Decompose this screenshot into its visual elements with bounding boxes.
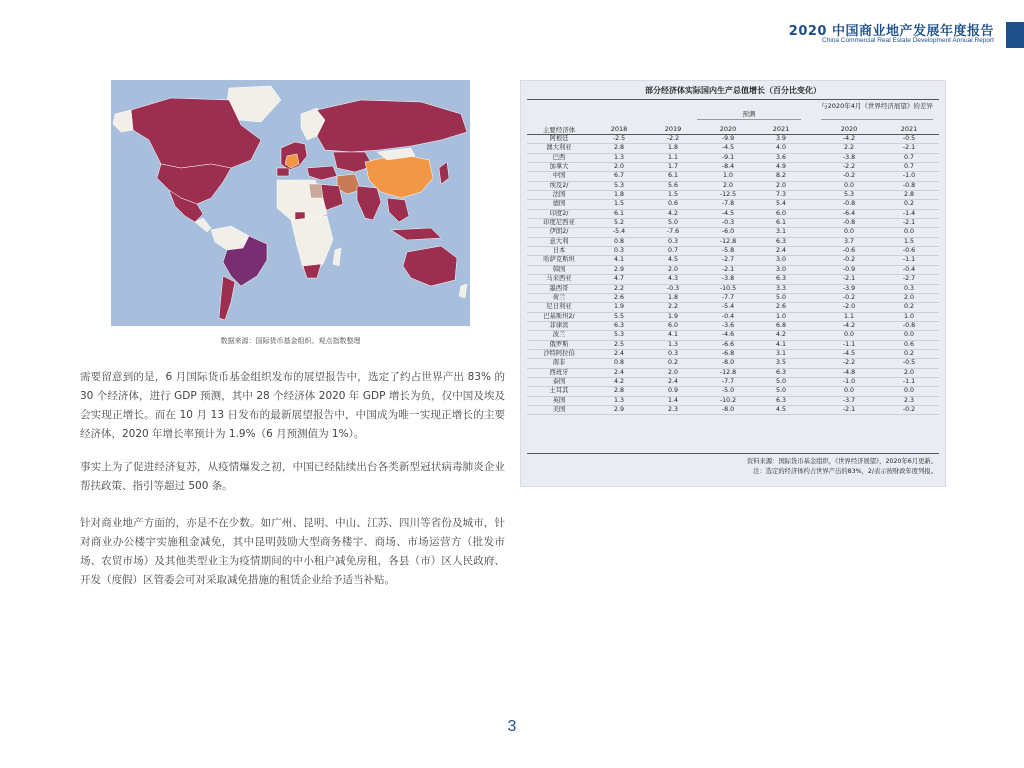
economy-name-cell: 哈萨克斯坦	[543, 256, 575, 264]
growth-value-cell: -12.8	[719, 237, 737, 245]
growth-value-cell: -2.1	[902, 219, 916, 227]
growth-value-cell: 3.0	[775, 265, 786, 273]
growth-value-cell: 5.0	[775, 377, 786, 385]
growth-value-cell: 1.3	[613, 396, 624, 404]
economy-name-cell: 印度2/	[549, 209, 569, 217]
growth-value-cell: 4.1	[775, 340, 786, 348]
growth-value-cell: 4.2	[775, 331, 786, 339]
growth-value-cell: -3.9	[842, 284, 856, 292]
economy-name-cell: 尼日利亚	[546, 303, 572, 311]
growth-value-cell: 1.9	[667, 312, 678, 320]
growth-value-cell: -6.6	[721, 340, 735, 348]
growth-value-cell: 4.0	[775, 144, 786, 152]
growth-value-cell: -0.9	[842, 265, 856, 273]
growth-value-cell: 2.3	[903, 396, 914, 404]
table-diff-rule	[821, 119, 933, 120]
growth-value-cell: -6.8	[721, 349, 735, 357]
growth-value-cell: 2.4	[775, 247, 786, 255]
growth-value-cell: -0.2	[842, 172, 856, 180]
growth-value-cell: 1.0	[903, 312, 914, 320]
table-header-year: 2020	[719, 125, 737, 133]
economy-name-cell: 英国	[552, 396, 566, 404]
growth-value-cell: -1.1	[902, 377, 916, 385]
growth-value-cell: 2.0	[903, 368, 914, 376]
growth-value-cell: -1.0	[842, 377, 856, 385]
growth-value-cell: -5.4	[612, 228, 626, 236]
growth-value-cell: 2.6	[775, 303, 786, 311]
economy-name-cell: 泰国	[552, 377, 566, 385]
growth-value-cell: 0.0	[903, 387, 914, 395]
growth-value-cell: -3.7	[842, 396, 856, 404]
table-row	[527, 341, 939, 350]
growth-value-cell: 0.0	[843, 228, 854, 236]
growth-value-cell: -8.0	[721, 359, 735, 367]
growth-value-cell: -0.8	[902, 181, 916, 189]
growth-value-cell: 6.3	[775, 275, 786, 283]
growth-value-cell: -2.2	[842, 359, 856, 367]
growth-value-cell: -2.2	[666, 135, 680, 142]
growth-value-cell: -3.8	[842, 153, 856, 161]
growth-value-cell: 6.0	[667, 321, 678, 329]
table-row	[527, 406, 939, 415]
growth-value-cell: 7.3	[775, 191, 786, 199]
table-header-diff: 与2020年4月《世界经济展望》的差异	[821, 102, 933, 110]
growth-value-cell: 5.4	[775, 200, 786, 208]
growth-value-cell: -0.3	[721, 219, 735, 227]
table-title: 部分经济体实际国内生产总值增长（百分比变化）	[645, 86, 821, 95]
growth-value-cell: 5.3	[843, 191, 854, 199]
table-row	[527, 247, 939, 256]
economy-name-cell: 法国	[552, 191, 566, 199]
growth-value-cell: 4.2	[613, 377, 624, 385]
growth-value-cell: -1.1	[902, 256, 916, 264]
growth-value-cell: 1.8	[667, 293, 678, 301]
growth-value-cell: -1.1	[842, 340, 856, 348]
table-header-year: 2021	[900, 125, 918, 133]
table-row	[527, 350, 939, 359]
growth-value-cell: -2.1	[842, 275, 856, 283]
growth-value-cell: 4.7	[613, 275, 624, 283]
growth-value-cell: -0.5	[902, 135, 916, 142]
growth-value-cell: -0.2	[902, 405, 916, 413]
growth-value-cell: 6.3	[775, 396, 786, 404]
growth-value-cell: -8.0	[721, 405, 735, 413]
growth-value-cell: 1.8	[613, 191, 624, 199]
growth-value-cell: -9.1	[721, 153, 735, 161]
table-header-forecast: 预测	[742, 110, 756, 118]
growth-value-cell: -2.0	[842, 303, 856, 311]
growth-value-cell: 4.1	[667, 331, 678, 339]
growth-value-cell: 5.0	[667, 219, 678, 227]
world-map-graphic	[111, 80, 470, 326]
growth-value-cell: 2.6	[613, 293, 624, 301]
growth-value-cell: 0.7	[667, 247, 678, 255]
growth-value-cell: 0.2	[667, 359, 678, 367]
growth-value-cell: 2.0	[667, 265, 678, 273]
growth-value-cell: -12.5	[719, 191, 737, 199]
table-row	[527, 172, 939, 181]
growth-value-cell: 1.3	[667, 340, 678, 348]
table-source-note: 资料来源：国际货币基金组织，《世界经济展望》，2020年6月更新。	[746, 458, 937, 465]
growth-value-cell: 2.8	[613, 144, 624, 152]
growth-value-cell: 6.1	[775, 219, 786, 227]
growth-value-cell: 0.2	[903, 349, 914, 357]
table-row	[527, 378, 939, 387]
growth-value-cell: -4.5	[721, 209, 735, 217]
economy-name-cell: 土耳其	[549, 387, 569, 395]
growth-value-cell: 2.4	[667, 377, 678, 385]
growth-value-cell: -3.8	[721, 275, 735, 283]
growth-value-cell: 8.2	[775, 172, 786, 180]
report-subtitle: China Commercial Real Estate Development Annual Report	[822, 37, 994, 44]
growth-value-cell: 2.2	[613, 284, 624, 292]
growth-value-cell: -2.1	[721, 265, 735, 273]
table-row	[527, 144, 939, 153]
growth-value-cell: 0.2	[903, 303, 914, 311]
table-row	[527, 322, 939, 331]
body-paragraph-3: 针对商业地产方面的，亦是不在少数。如广州、昆明、中山、江苏、四川等省份及城市，针对商业办公楼宇实施租金减免，其中昆明鼓励大型商务楼宇、商场、市场运营方（批发市场、农贸市场）及其他类型业主为疫情期间的中小租户减免房租，各县（市）区人民政府、开发（度假）区管委会可对采取减免措施的租赁企业给予适当补贴。	[80, 517, 505, 586]
economy-name-cell: 巴西	[552, 153, 566, 161]
economy-name-cell: 俄罗斯	[549, 340, 569, 348]
growth-value-cell: 6.3	[613, 321, 624, 329]
table-row	[527, 210, 939, 219]
header-accent-block	[1006, 22, 1024, 48]
growth-value-cell: 0.0	[843, 181, 854, 189]
table-row	[527, 294, 939, 303]
growth-value-cell: 0.6	[667, 200, 678, 208]
economy-name-cell: 德国	[552, 200, 566, 208]
growth-value-cell: 1.1	[667, 153, 678, 161]
table-row	[527, 219, 939, 228]
growth-value-cell: -5.0	[721, 387, 735, 395]
gdp-growth-table	[520, 80, 946, 487]
growth-value-cell: 4.9	[775, 163, 786, 171]
growth-value-cell: -5.8	[721, 247, 735, 255]
table-row	[527, 228, 939, 237]
growth-value-cell: 4.5	[775, 405, 786, 413]
table-row	[527, 200, 939, 209]
economy-name-cell: 澳大利亚	[546, 144, 572, 152]
growth-value-cell: -3.6	[721, 321, 735, 329]
growth-value-cell: 5.0	[775, 387, 786, 395]
growth-value-cell: -0.8	[842, 200, 856, 208]
table-row	[527, 182, 939, 191]
economy-name-cell: 菲律宾	[549, 321, 569, 329]
table-row	[527, 303, 939, 312]
table-row	[527, 135, 939, 144]
growth-value-cell: 2.2	[667, 303, 678, 311]
economy-name-cell: 伊朗2/	[549, 228, 569, 236]
growth-value-cell: 1.5	[667, 191, 678, 199]
growth-value-cell: -0.5	[902, 359, 916, 367]
economy-name-cell: 意大利	[549, 237, 569, 245]
table-header-year: 2019	[664, 125, 682, 133]
growth-value-cell: 1.8	[667, 144, 678, 152]
table-row	[527, 275, 939, 284]
body-paragraph-1: 需要留意到的是，6 月国际货币基金组织发布的展望报告中，选定了约占世界产出 83% 的 30 个经济体，进行 GDP 预测，其中 28 个经济体 2020 年 GDP 增长为负，仅中国及埃及会实现正增长。而在 10 月 13 日发布的最新展望报告中，中国成为唯一实现正增长的主要经济体，2020 年增长率预计为 1.9%（6 月预测值为 1%）。	[80, 371, 505, 440]
growth-value-cell: 5.2	[613, 219, 624, 227]
growth-value-cell: -0.3	[666, 284, 680, 292]
growth-value-cell: 6.7	[613, 172, 624, 180]
growth-value-cell: 2.0	[775, 181, 786, 189]
growth-value-cell: -2.1	[902, 144, 916, 152]
growth-value-cell: 1.5	[613, 200, 624, 208]
table-bottom-rule	[527, 453, 939, 454]
table-row	[527, 285, 939, 294]
growth-value-cell: -4.2	[842, 135, 856, 142]
economy-name-cell: 中国	[552, 172, 566, 180]
economy-name-cell: 韩国	[552, 265, 566, 273]
growth-value-cell: -1.0	[902, 172, 916, 180]
growth-value-cell: -7.7	[721, 293, 735, 301]
growth-value-cell: 2.3	[667, 405, 678, 413]
table-header-year: 2021	[772, 125, 790, 133]
table-row	[527, 266, 939, 275]
growth-value-cell: 5.5	[613, 312, 624, 320]
economy-name-cell: 荷兰	[552, 293, 566, 301]
table-header-year: 2020	[840, 125, 858, 133]
economy-name-cell: 埃及2/	[549, 181, 569, 189]
growth-value-cell: -0.2	[842, 256, 856, 264]
growth-value-cell: -6.0	[721, 228, 735, 236]
table-footnote: 注：选定的经济体约占世界产出的83%，2/表示按财政年度列报。	[753, 468, 937, 475]
growth-value-cell: -10.5	[719, 284, 737, 292]
table-row	[527, 331, 939, 340]
economy-name-cell: 墨西哥	[549, 284, 569, 292]
growth-value-cell: 0.3	[903, 284, 914, 292]
growth-value-cell: -4.5	[842, 349, 856, 357]
growth-value-cell: 5.0	[775, 293, 786, 301]
growth-value-cell: -4.2	[842, 321, 856, 329]
growth-value-cell: 4.5	[667, 256, 678, 264]
growth-value-cell: -0.4	[721, 312, 735, 320]
growth-value-cell: 0.6	[903, 340, 914, 348]
table-row	[527, 154, 939, 163]
growth-value-cell: 5.6	[667, 181, 678, 189]
growth-value-cell: 0.0	[843, 331, 854, 339]
growth-value-cell: 1.5	[903, 237, 914, 245]
growth-value-cell: 1.4	[667, 396, 678, 404]
economy-name-cell: 美国	[552, 405, 566, 413]
economy-name-cell: 沙特阿拉伯	[543, 349, 575, 357]
growth-value-cell: 2.0	[667, 368, 678, 376]
body-paragraph-2: 事实上为了促进经济复苏，从疫情爆发之初，中国已经陆续出台各类新型冠状病毒肺炎企业帮扶政策、指引等超过 500 条。	[80, 461, 505, 492]
growth-value-cell: 2.8	[613, 387, 624, 395]
growth-value-cell: 0.3	[613, 247, 624, 255]
table-row	[527, 238, 939, 247]
growth-value-cell: -7.7	[721, 377, 735, 385]
growth-value-cell: -4.8	[842, 368, 856, 376]
economy-name-cell: 阿根廷	[549, 135, 569, 142]
growth-value-cell: 5.3	[613, 331, 624, 339]
growth-value-cell: 0.9	[667, 387, 678, 395]
economy-name-cell: 波兰	[552, 331, 566, 339]
growth-value-cell: -0.8	[842, 219, 856, 227]
growth-value-cell: 1.7	[667, 163, 678, 171]
growth-value-cell: 1.9	[613, 303, 624, 311]
growth-value-cell: 0.7	[903, 153, 914, 161]
table-row	[527, 359, 939, 368]
growth-value-cell: 3.6	[775, 153, 786, 161]
economy-name-cell: 日本	[552, 247, 566, 255]
growth-value-cell: 3.3	[775, 284, 786, 292]
growth-value-cell: -2.1	[842, 405, 856, 413]
table-header-economy: 主要经济体	[542, 126, 576, 134]
growth-value-cell: 2.5	[613, 340, 624, 348]
growth-value-cell: 0.2	[903, 200, 914, 208]
growth-value-cell: -0.6	[902, 247, 916, 255]
growth-value-cell: -4.5	[721, 144, 735, 152]
map-source-caption: 数据来源：国际货币基金组织、观点指数整理	[220, 337, 361, 345]
growth-value-cell: 3.9	[775, 135, 786, 142]
growth-value-cell: 3.0	[775, 256, 786, 264]
economy-name-cell: 西班牙	[549, 368, 569, 376]
growth-value-cell: 2.2	[843, 144, 854, 152]
economy-name-cell: 巴基斯坦2/	[543, 312, 575, 320]
growth-value-cell: 3.7	[843, 237, 854, 245]
report-title: 2020 中国商业地产发展年度报告	[788, 24, 994, 39]
growth-value-cell: 0.0	[843, 387, 854, 395]
growth-value-cell: 6.0	[775, 209, 786, 217]
growth-value-cell: 6.8	[775, 321, 786, 329]
growth-value-cell: 6.3	[775, 368, 786, 376]
table-row	[527, 313, 939, 322]
growth-value-cell: 4.1	[613, 256, 624, 264]
growth-value-cell: -5.4	[721, 303, 735, 311]
growth-value-cell: -0.2	[842, 293, 856, 301]
growth-value-cell: -10.2	[719, 396, 737, 404]
economy-name-cell: 加拿大	[549, 163, 569, 171]
growth-value-cell: 6.1	[613, 209, 624, 217]
table-row	[527, 191, 939, 200]
growth-value-cell: 2.8	[903, 191, 914, 199]
growth-value-cell: 3.5	[775, 359, 786, 367]
table-forecast-rule	[697, 119, 801, 120]
growth-value-cell: -0.6	[842, 247, 856, 255]
growth-value-cell: 2.0	[903, 293, 914, 301]
growth-value-cell: 1.0	[722, 172, 733, 180]
growth-value-cell: 0.8	[613, 237, 624, 245]
growth-value-cell: -12.8	[719, 368, 737, 376]
growth-value-cell: -0.8	[902, 321, 916, 329]
growth-value-cell: -2.2	[842, 163, 856, 171]
growth-value-cell: 4.2	[667, 209, 678, 217]
table-row	[527, 256, 939, 265]
growth-value-cell: 3.1	[775, 349, 786, 357]
growth-value-cell: 0.8	[613, 359, 624, 367]
growth-value-cell: -7.8	[721, 200, 735, 208]
growth-value-cell: 6.3	[775, 237, 786, 245]
page-number: 3	[507, 718, 517, 735]
growth-value-cell: -8.4	[721, 163, 735, 171]
growth-value-cell: -9.9	[721, 135, 735, 142]
growth-value-cell: -0.4	[902, 265, 916, 273]
growth-value-cell: -7.6	[666, 228, 680, 236]
growth-value-cell: 1.1	[843, 312, 854, 320]
table-row	[527, 387, 939, 396]
growth-value-cell: 2.4	[613, 349, 624, 357]
growth-value-cell: -4.6	[721, 331, 735, 339]
growth-value-cell: 6.1	[667, 172, 678, 180]
growth-value-cell: 0.7	[903, 163, 914, 171]
growth-value-cell: 3.1	[775, 228, 786, 236]
growth-value-cell: 0.3	[667, 237, 678, 245]
growth-value-cell: 2.0	[613, 163, 624, 171]
growth-value-cell: 0.0	[903, 331, 914, 339]
growth-value-cell: 2.9	[613, 265, 624, 273]
growth-value-cell: -1.4	[902, 209, 916, 217]
growth-value-cell: 4.3	[667, 275, 678, 283]
growth-value-cell: 2.4	[613, 368, 624, 376]
growth-value-cell: 1.3	[613, 153, 624, 161]
growth-value-cell: 2.9	[613, 405, 624, 413]
growth-value-cell: 5.3	[613, 181, 624, 189]
economy-name-cell: 马来西亚	[546, 275, 572, 283]
table-row	[527, 369, 939, 378]
growth-value-cell: -2.5	[612, 135, 626, 142]
table-row	[527, 163, 939, 172]
table-body	[527, 135, 939, 415]
growth-value-cell: 0.3	[667, 349, 678, 357]
table-header-year: 2018	[610, 125, 628, 133]
growth-value-cell: -6.4	[842, 209, 856, 217]
world-gdp-map	[111, 80, 470, 326]
growth-value-cell: 0.0	[903, 228, 914, 236]
economy-name-cell: 印度尼西亚	[543, 219, 575, 227]
table-row	[527, 397, 939, 406]
growth-value-cell: 1.0	[775, 312, 786, 320]
growth-value-cell: 2.0	[722, 181, 733, 189]
growth-value-cell: -2.7	[902, 275, 916, 283]
table-top-rule	[527, 99, 939, 100]
economy-name-cell: 南非	[552, 359, 566, 367]
growth-value-cell: -2.7	[721, 256, 735, 264]
